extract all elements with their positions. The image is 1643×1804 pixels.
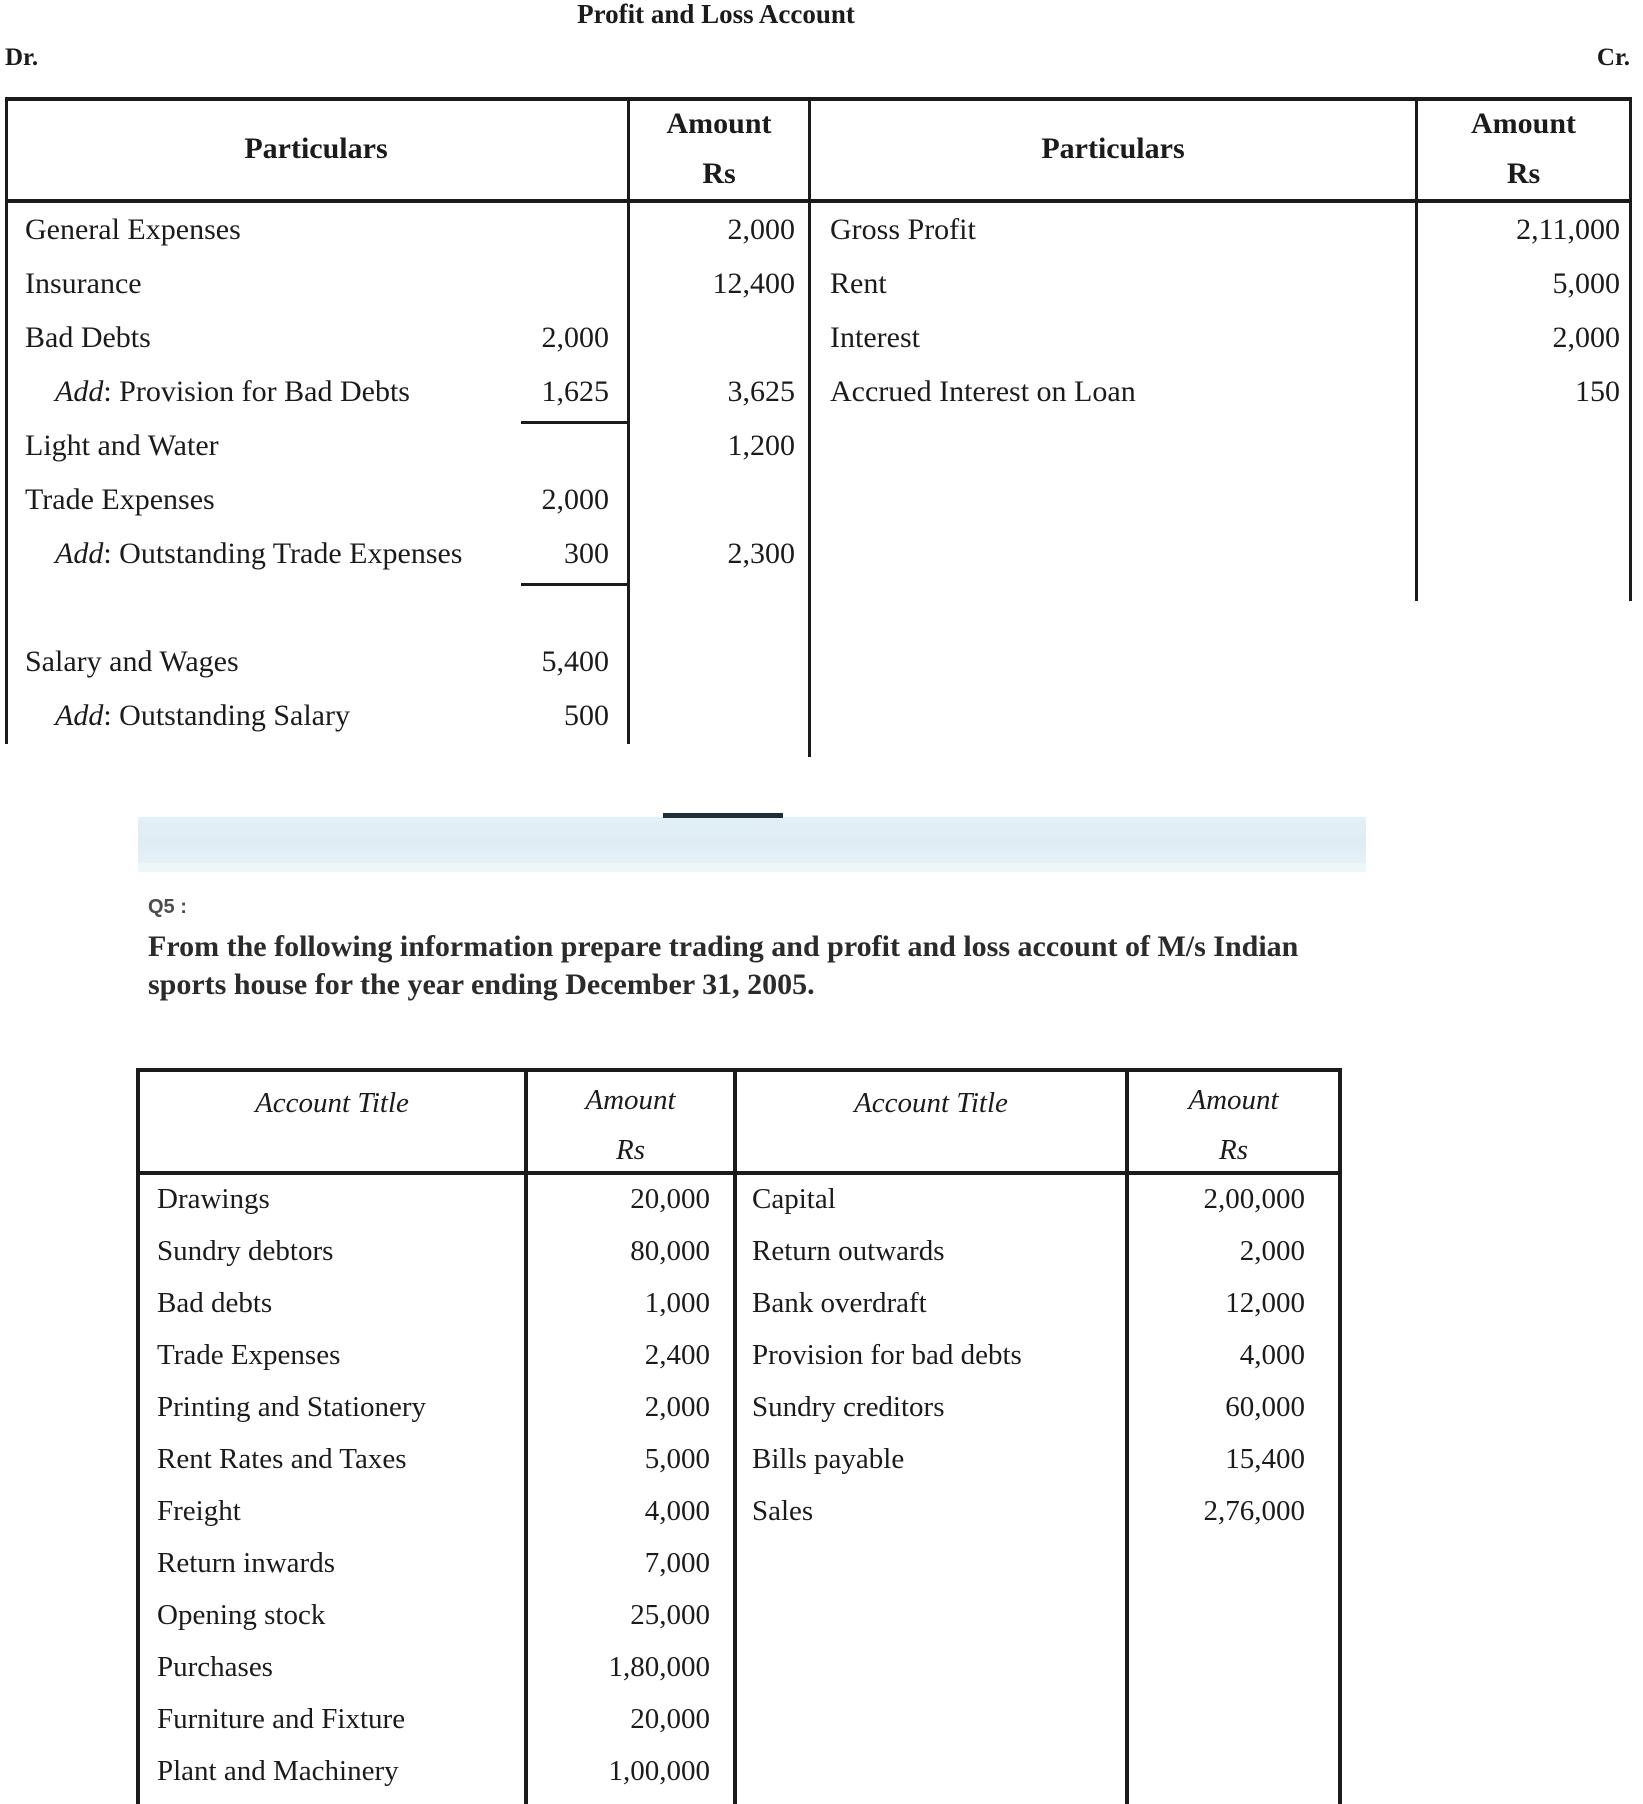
page-title: Profit and Loss Account bbox=[577, 0, 855, 29]
tb-account-title-cell: Purchases bbox=[157, 1651, 273, 1683]
tb-account-title-cell: Sundry debtors bbox=[157, 1235, 334, 1267]
pl-sub-amount-cell: 300 bbox=[564, 537, 609, 570]
tb-row bbox=[0, 1225, 1643, 1277]
tb-right-account-title-cell: Sales bbox=[752, 1495, 814, 1527]
tb-amount-cell: 25,000 bbox=[630, 1599, 710, 1631]
pl-amount-cell: 1,200 bbox=[727, 429, 795, 462]
tb-header-amount-right bbox=[1129, 1075, 1338, 1175]
tb-amount-cell: 4,000 bbox=[644, 1495, 710, 1527]
tb-account-title-cell: Furniture and Fixture bbox=[157, 1703, 406, 1735]
tb-amount-cell: 20,000 bbox=[630, 1183, 710, 1215]
pl-sub-amount-cell: 5,400 bbox=[541, 645, 609, 678]
pl-header-amount-left-line2: Rs bbox=[702, 157, 736, 190]
pl-particulars-cell: Light and Water bbox=[25, 429, 219, 462]
pl-sub-amount-cell bbox=[430, 257, 609, 311]
tb-right-amount-cell bbox=[1085, 1589, 1305, 1641]
tb-header-account-title-right: Account Title bbox=[854, 1087, 1008, 1119]
pl-row bbox=[0, 473, 1643, 527]
pl-row bbox=[0, 635, 1643, 689]
section-banner-shadow bbox=[138, 863, 1366, 872]
tb-amount-cell: 1,80,000 bbox=[608, 1651, 710, 1683]
add-prefix: Add bbox=[55, 699, 104, 732]
tb-amount-cell: 20,000 bbox=[630, 1703, 710, 1735]
pl-particulars-cell: Insurance bbox=[25, 267, 142, 300]
tb-account-title-cell: Freight bbox=[157, 1495, 241, 1527]
section-banner bbox=[138, 817, 1366, 863]
tb-amount-cell: 80,000 bbox=[630, 1235, 710, 1267]
question-text-line1: From the following information prepare trading and profit and loss account of M/s Indian bbox=[148, 930, 1299, 963]
pl-row bbox=[0, 257, 1643, 311]
pl-amount-cell: 12,400 bbox=[712, 267, 795, 300]
tb-account-title-cell: Plant and Machinery bbox=[157, 1755, 399, 1787]
pl-particulars-cell: Bad Debts bbox=[25, 321, 151, 354]
tb-row bbox=[0, 1641, 1643, 1693]
tb-header-amount-left bbox=[528, 1075, 733, 1175]
tb-right-amount-cell bbox=[1085, 1693, 1305, 1745]
dr-label: Dr. bbox=[5, 44, 39, 71]
tb-right-account-title-cell: Sundry creditors bbox=[752, 1391, 945, 1423]
tb-row bbox=[0, 1173, 1643, 1225]
tb-account-title-cell: Opening stock bbox=[157, 1599, 326, 1631]
pl-particulars-cell: General Expenses bbox=[25, 213, 241, 246]
add-prefix: Add bbox=[55, 537, 104, 570]
pl-right-amount-cell: 150 bbox=[1575, 375, 1620, 408]
pl-row bbox=[0, 365, 1643, 419]
pl-header-particulars-right: Particulars bbox=[1041, 132, 1185, 165]
tb-account-title-cell: Printing and Stationery bbox=[157, 1391, 427, 1423]
pl-right-amount-cell bbox=[1400, 419, 1620, 473]
pl-particulars-cell: Add: Outstanding Salary bbox=[55, 699, 350, 732]
pl-particulars-cell: Salary and Wages bbox=[25, 645, 239, 678]
pl-row bbox=[0, 203, 1643, 257]
pl-amount-cell bbox=[640, 473, 795, 527]
pl-row bbox=[0, 311, 1643, 365]
tb-account-title-cell: Return inwards bbox=[157, 1547, 335, 1579]
pl-right-particulars-cell: Rent bbox=[830, 267, 887, 300]
tb-amount-cell: 1,00,000 bbox=[608, 1755, 710, 1787]
page-break-mark bbox=[663, 813, 783, 818]
tb-header-amount-right-line2: Rs bbox=[1219, 1134, 1248, 1166]
tb-right-amount-cell: 2,76,000 bbox=[1203, 1495, 1305, 1527]
tb-right-account-title-cell: Provision for bad debts bbox=[752, 1339, 1022, 1371]
tb-amount-cell: 1,000 bbox=[644, 1287, 710, 1319]
tb-header-account-title-left: Account Title bbox=[255, 1087, 409, 1119]
question-text-line2: sports house for the year ending December 31, 2005. bbox=[148, 968, 815, 1001]
pl-row bbox=[0, 419, 1643, 473]
pl-sub-amount-cell: 2,000 bbox=[541, 483, 609, 516]
tb-right-amount-cell: 12,000 bbox=[1225, 1287, 1305, 1319]
tb-account-title-cell: Trade Expenses bbox=[157, 1339, 341, 1371]
tb-right-account-title-cell: Bills payable bbox=[752, 1443, 905, 1475]
tb-right-amount-cell: 60,000 bbox=[1225, 1391, 1305, 1423]
pl-sub-amount-cell: 2,000 bbox=[541, 321, 609, 354]
pl-right-particulars-cell: Accrued Interest on Loan bbox=[830, 375, 1136, 408]
pl-amount-cell: 2,300 bbox=[727, 537, 795, 570]
pl-particulars-cell: Add: Outstanding Trade Expenses bbox=[55, 537, 463, 570]
pl-sub-amount-cell: 1,625 bbox=[541, 375, 609, 408]
pl-row bbox=[0, 581, 1643, 635]
pl-row bbox=[0, 527, 1643, 581]
pl-sub-amount-cell bbox=[430, 419, 609, 473]
pl-right-amount-cell bbox=[1400, 689, 1620, 743]
pl-right-particulars-cell: Gross Profit bbox=[830, 213, 976, 246]
tb-right-amount-cell: 2,00,000 bbox=[1203, 1183, 1305, 1215]
tb-row bbox=[0, 1485, 1643, 1537]
pl-amount-cell: 2,000 bbox=[727, 213, 795, 246]
tb-amount-cell: 5,000 bbox=[644, 1443, 710, 1475]
tb-table-top-border bbox=[136, 1068, 1342, 1072]
cr-label: Cr. bbox=[1596, 44, 1630, 71]
pl-amount-cell: 3,625 bbox=[727, 375, 795, 408]
tb-row bbox=[0, 1537, 1643, 1589]
pl-right-particulars-cell: Interest bbox=[830, 321, 920, 354]
pl-row bbox=[0, 689, 1643, 743]
tb-amount-cell: 7,000 bbox=[644, 1547, 710, 1579]
tb-row bbox=[0, 1433, 1643, 1485]
tb-row bbox=[0, 1381, 1643, 1433]
pl-amount-cell bbox=[640, 581, 795, 635]
pl-header-amount-left bbox=[630, 99, 808, 199]
pl-right-amount-cell bbox=[1400, 473, 1620, 527]
pl-sub-amount-cell: 500 bbox=[564, 699, 609, 732]
pl-header-amount-right bbox=[1418, 99, 1629, 199]
tb-row bbox=[0, 1329, 1643, 1381]
tb-account-title-cell: Drawings bbox=[157, 1183, 270, 1215]
pl-right-amount-cell bbox=[1400, 527, 1620, 581]
pl-amount-cell bbox=[640, 689, 795, 743]
tb-header-amount-left-line1: Amount bbox=[585, 1084, 676, 1116]
pl-right-amount-cell: 2,000 bbox=[1552, 321, 1620, 354]
tb-row bbox=[0, 1277, 1643, 1329]
pl-header-particulars-left: Particulars bbox=[244, 132, 388, 165]
tb-header-amount-left-line2: Rs bbox=[616, 1134, 645, 1166]
question-text bbox=[148, 928, 1388, 1004]
tb-right-account-title-cell: Return outwards bbox=[752, 1235, 945, 1267]
tb-right-account-title-cell: Capital bbox=[752, 1183, 836, 1215]
pl-right-amount-cell bbox=[1400, 581, 1620, 635]
tb-row bbox=[0, 1693, 1643, 1745]
tb-row bbox=[0, 1745, 1643, 1797]
pl-sub-amount-cell bbox=[430, 581, 609, 635]
pl-header-amount-left-line1: Amount bbox=[666, 107, 772, 140]
pl-particulars-cell: Trade Expenses bbox=[25, 483, 215, 516]
pl-header-amount-right-line2: Rs bbox=[1506, 157, 1541, 190]
tb-row bbox=[0, 1589, 1643, 1641]
tb-amount-cell: 2,000 bbox=[644, 1391, 710, 1423]
pl-sub-amount-cell bbox=[430, 203, 609, 257]
tb-right-amount-cell bbox=[1085, 1537, 1305, 1589]
tb-account-title-cell: Bad debts bbox=[157, 1287, 273, 1319]
pl-header-amount-right-line1: Amount bbox=[1470, 107, 1576, 140]
pl-amount-cell bbox=[640, 311, 795, 365]
tb-account-title-cell: Rent Rates and Taxes bbox=[157, 1443, 407, 1475]
tb-right-amount-cell: 4,000 bbox=[1239, 1339, 1305, 1371]
pl-amount-cell bbox=[640, 635, 795, 689]
pl-right-amount-cell: 5,000 bbox=[1552, 267, 1620, 300]
tb-right-amount-cell bbox=[1085, 1641, 1305, 1693]
pl-right-amount-cell bbox=[1400, 635, 1620, 689]
add-prefix: Add bbox=[55, 375, 104, 408]
tb-amount-cell: 2,400 bbox=[644, 1339, 710, 1371]
tb-right-amount-cell bbox=[1085, 1745, 1305, 1797]
tb-right-amount-cell: 15,400 bbox=[1225, 1443, 1305, 1475]
pl-right-amount-cell: 2,11,000 bbox=[1516, 213, 1620, 246]
tb-right-amount-cell: 2,000 bbox=[1239, 1235, 1305, 1267]
tb-right-account-title-cell: Bank overdraft bbox=[752, 1287, 927, 1319]
tb-header-amount-right-line1: Amount bbox=[1188, 1084, 1279, 1116]
question-number: Q5 : bbox=[148, 896, 187, 918]
pl-particulars-cell: Add: Provision for Bad Debts bbox=[55, 375, 410, 408]
